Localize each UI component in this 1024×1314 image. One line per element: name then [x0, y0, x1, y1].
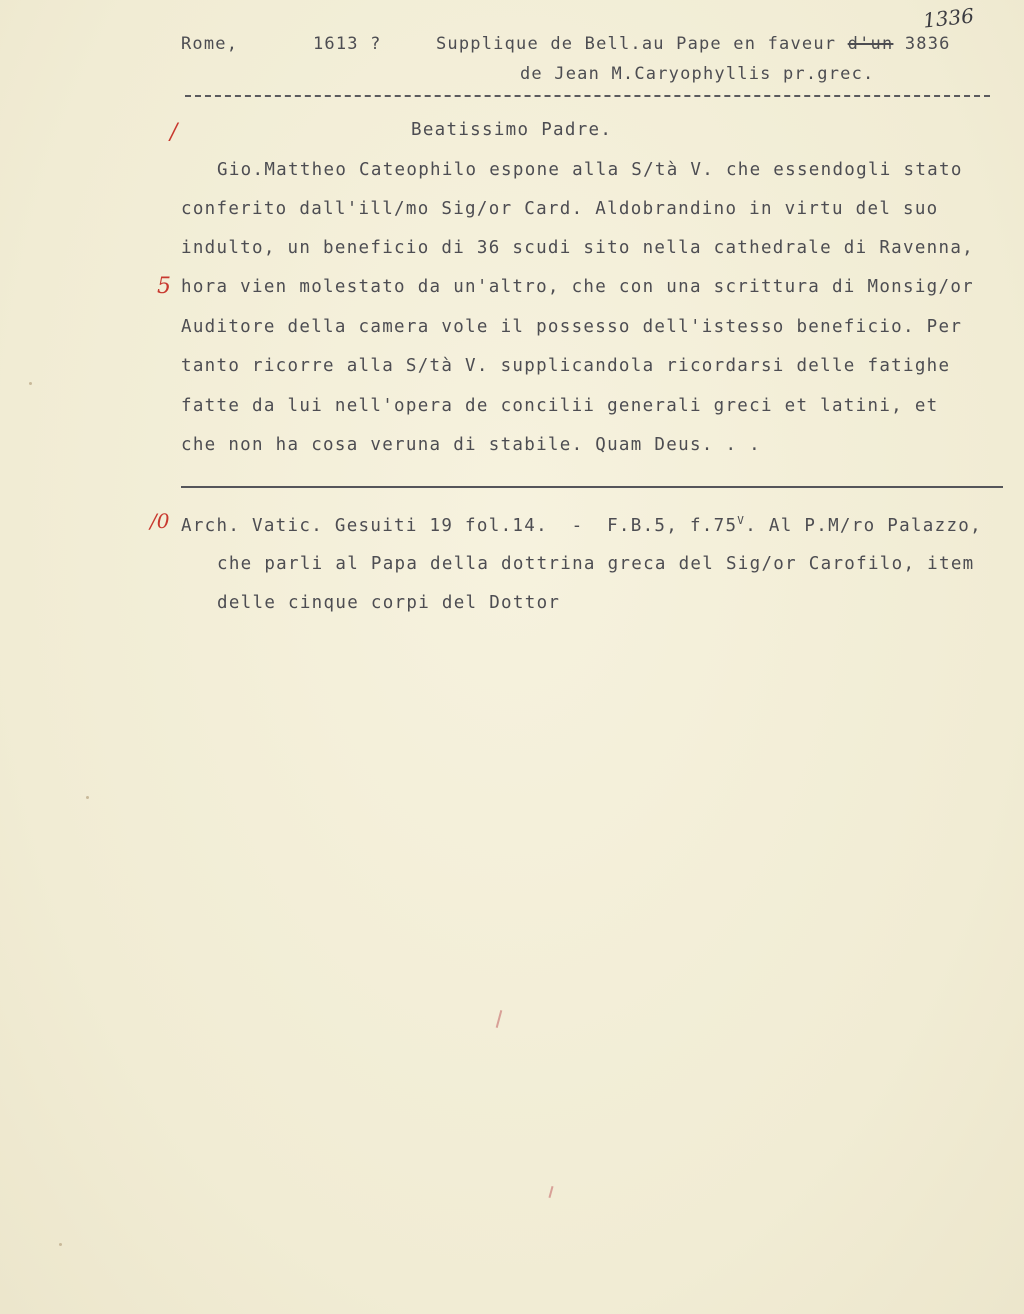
paper-speck: [59, 1243, 62, 1246]
margin-number-1: /: [170, 120, 178, 145]
header-title-prefix: Supplique de Bell.au Pape en faveur: [436, 34, 837, 54]
letter-line-3: indulto, un beneficio di 36 scudi sito nella cathedrale di Ravenna,: [181, 238, 975, 258]
letter-salutation: Beatissimo Padre.: [411, 120, 613, 140]
solid-divider: [181, 486, 1003, 488]
header-year: 1613 ?: [313, 34, 382, 54]
header-title-line1: [436, 34, 951, 54]
note-line-1-end: . Al P.M/ro Palazzo,: [745, 515, 982, 536]
letter-line-5: Auditore della camera vole il possesso dell'istesso beneficio. Per: [181, 317, 963, 337]
margin-number-10: /0: [150, 509, 170, 533]
header-title-line2: de Jean M.Caryophyllis pr.grec.: [520, 64, 875, 84]
letter-line-8: che non ha cosa veruna di stabile. Quam Deus. . .: [181, 435, 761, 455]
letter-line-1: Gio.Mattheo Cateophilo espone alla S/tà V. che essendogli stato: [217, 160, 963, 180]
archive-ref-number: 1336: [921, 3, 976, 33]
letter-line-4: hora vien molestato da un'altro, che con una scrittura di Monsig/or: [181, 277, 975, 297]
paper-speck: [29, 382, 32, 385]
letter-line-2: conferito dall'ill/mo Sig/or Card. Aldobrandino in virtu del suo: [181, 199, 939, 219]
note-line-1-main: Arch. Vatic. Gesuiti 19 fol.14. - F.B.5, f.75: [181, 515, 738, 536]
header-title-struck: d'un: [847, 34, 894, 54]
note-verso-sup: V: [737, 514, 746, 527]
header-place: Rome,: [181, 34, 239, 54]
letter-line-6: tanto ricorre alla S/tà V. supplicandola ricordarsi delle fatighe: [181, 356, 951, 376]
faint-red-mark: [496, 1010, 503, 1028]
letter-line-7: fatte da lui nell'opera de concilii generali greci et latini, et: [181, 396, 939, 416]
paper-speck: [86, 796, 89, 799]
faint-red-mark: [548, 1186, 553, 1198]
note-line-2: che parli al Papa della dottrina greca del Sig/or Carofilo, item: [217, 554, 975, 574]
dashed-divider: [185, 95, 990, 97]
note-line-3: delle cinque corpi del Dottor: [217, 593, 561, 613]
header-title-suffix: 3836: [904, 34, 951, 54]
margin-number-5: 5: [157, 274, 171, 299]
note-line-1: [181, 514, 982, 536]
